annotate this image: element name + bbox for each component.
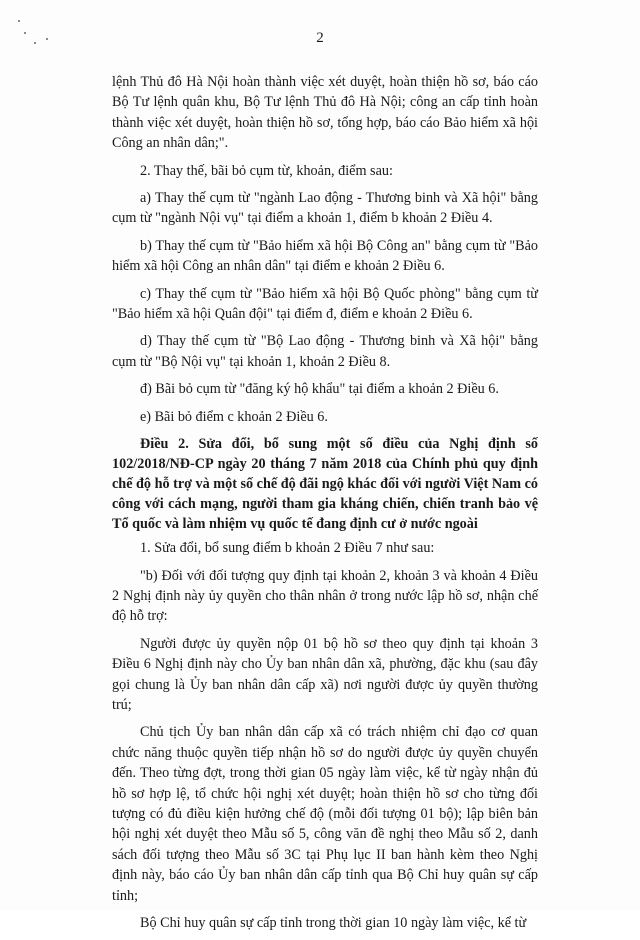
paragraph-provincial-command: Bộ Chỉ huy quân sự cấp tỉnh trong thời gian 10 ngày làm việc, kể từ — [140, 915, 527, 931]
article-2-heading: Điều 2. Sửa đổi, bổ sung một số điều của Nghị định số 102/2018/NĐ-CP ngày 20 tháng 7 năm 2018 của Chính phủ quy định chế độ hỗ trợ và một số chế độ đãi ngộ khác đối với người Việt Nam có công với cách mạng, người tham gia kháng chiến, chiến tranh bảo vệ Tổ quốc và làm nhiệm vụ quốc tế đang định cư ở nước ngoài — [112, 436, 538, 533]
paragraph-point-a: a) Thay thế cụm từ "ngành Lao động - Thương binh và Xã hội" bằng cụm từ "ngành Nội vụ" tại điểm a khoản 1, điểm b khoản 2 Điều 4. — [112, 190, 538, 227]
document-body — [112, 72, 538, 940]
paragraph-point-c: c) Thay thế cụm từ "Bảo hiểm xã hội Bộ Quốc phòng" bằng cụm từ "Bảo hiểm xã hội Quân đội" tại điểm đ, điểm e khoản 2 Điều 6. — [112, 285, 538, 323]
paragraph-clause-2: 2. Thay thế, bãi bỏ cụm từ, khoản, điểm sau: — [140, 162, 393, 179]
page-number: 2 — [316, 30, 324, 46]
paragraph-point-b: b) Thay thế cụm từ "Bảo hiểm xã hội Bộ Công an" bằng cụm từ "Bảo hiểm xã hội Công an nhân dân" tại điểm e khoản 2 Điều 6. — [112, 237, 538, 275]
paragraph-point-dd: đ) Bãi bỏ cụm từ "đăng ký hộ khẩu" tại điểm a khoản 2 Điều 6. — [140, 381, 499, 398]
paragraph-authorized-person: Người được ủy quyền nộp 01 bộ hồ sơ theo quy định tại khoản 3 Điều 6 Nghị định này cho Ủy ban nhân dân xã, phường, đặc khu (sau đây gọi chung là Ủy ban nhân dân cấp xã) nơi người được ủy quyền thường trú; — [112, 635, 538, 713]
paragraph-point-e: e) Bãi bỏ điểm c khoản 2 Điều 6. — [140, 408, 328, 425]
paragraph-continuation: lệnh Thủ đô Hà Nội hoàn thành việc xét duyệt, hoàn thiện hồ sơ, báo cáo Bộ Tư lệnh quân khu, Bộ Tư lệnh Thủ đô Hà Nội; công an cấp tỉnh hoàn thành việc xét duyệt, hoàn thiện hồ sơ, tổng hợp, báo cáo Bảo hiểm xã hội Công an nhân dân;". — [112, 74, 538, 152]
paragraph-quoted-point-b: "b) Đối với đối tượng quy định tại khoản 2, khoản 3 và khoản 4 Điều 2 Nghị định này ủy quyền cho thân nhân ở trong nước lập hồ sơ, nhận chế độ hỗ trợ: — [112, 567, 538, 625]
paragraph-point-d: d) Thay thế cụm từ "Bộ Lao động - Thương binh và Xã hội" bằng cụm từ "Bộ Nội vụ" tại khoản 1, khoản 2 Điều 8. — [112, 333, 538, 370]
paragraph-article-2-clause-1: 1. Sửa đổi, bổ sung điểm b khoản 2 Điều 7 như sau: — [140, 540, 435, 557]
paragraph-commune-chairman: Chủ tịch Ủy ban nhân dân cấp xã có trách nhiệm chỉ đạo cơ quan chức năng thuộc quyền tiếp nhận hồ sơ do người được ủy quyền chuyển đến. Theo từng đợt, trong thời gian 05 ngày làm việc, kể từ ngày nhận đủ hồ sơ hợp lệ, tổ chức hội nghị xét duyệt; hoàn thiện hồ sơ cho từng đối tượng có đủ điều kiện hưởng chế độ (mỗi đối tượng 01 bộ); lập biên bản hội nghị xét duyệt theo Mẫu số 5, công văn đề nghị theo Mẫu số 2, danh sách đối tượng theo Mẫu số 3C tại Phụ lục II ban hành kèm theo Nghị định này, báo cáo Ủy ban nhân dân cấp tỉnh qua Bộ Chỉ huy quân sự cấp tỉnh; — [112, 724, 538, 904]
